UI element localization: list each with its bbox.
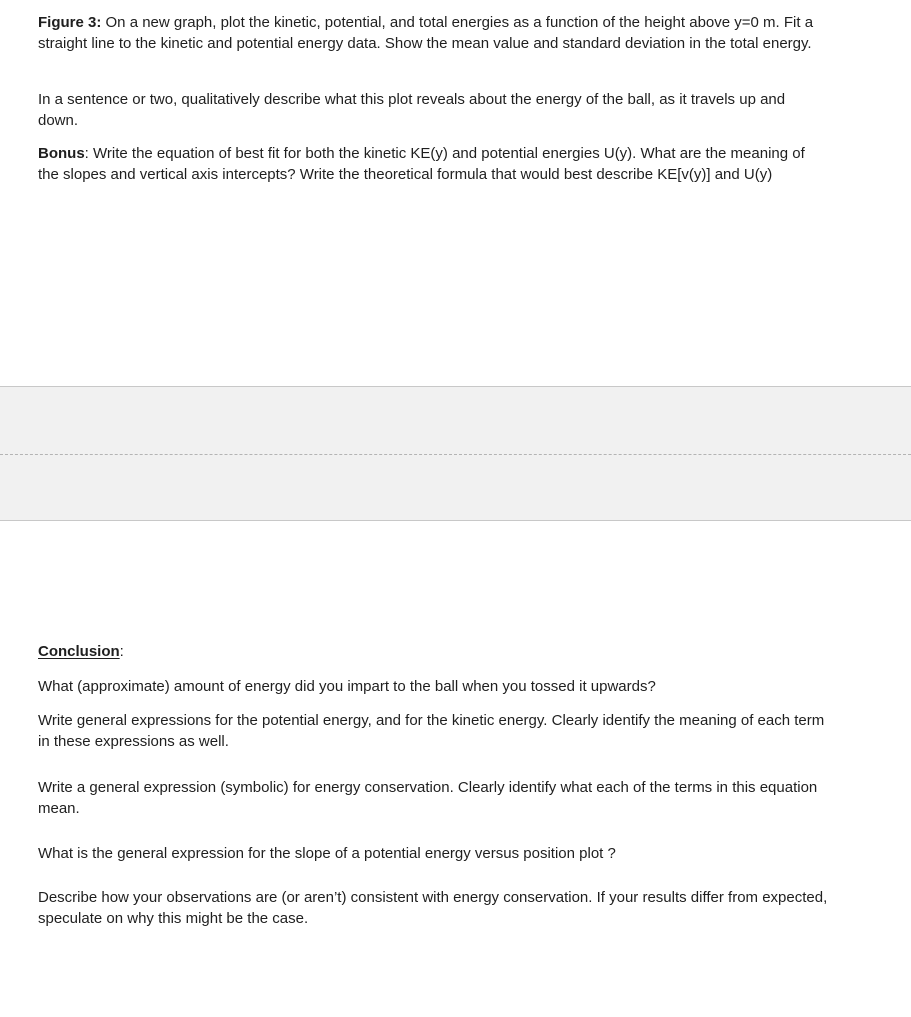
conclusion-question-5: Describe how your observations are (or aren’t) consistent with energy conservation. If your results differ from expected, speculate on why this might be the case. xyxy=(38,889,828,927)
page-break xyxy=(0,386,911,521)
bonus-question xyxy=(38,143,828,185)
figure-3-instructions xyxy=(38,12,828,54)
conclusion-heading-line xyxy=(38,641,828,662)
conclusion-colon: : xyxy=(119,643,124,660)
figure-3-text: On a new graph, plot the kinetic, potential, and total energies as a function of the height above y=0 m. Fit a straight line to the kinetic and potential energy data. Show the mean value and standard deviation in the total energy. xyxy=(38,14,814,52)
conclusion-heading: Conclusion xyxy=(38,643,120,660)
conclusion-question-3: Write a general expression (symbolic) for energy conservation. Clearly identify what each of the terms in this equation mean. xyxy=(38,779,818,817)
describe-plot-prompt: In a sentence or two, qualitatively describe what this plot reveals about the energy of the ball, as it travels up and down. xyxy=(38,91,786,129)
bonus-text: : Write the equation of best fit for both the kinetic KE(y) and potential energies U(y). What are the meaning of the slopes and vertical axis intercepts? Write the theoretical formula that would best describe KE[v(y)] and U(y) xyxy=(38,145,805,183)
conclusion-question-2: Write general expressions for the potential energy, and for the kinetic energy. Clearly identify the meaning of each term in these expressions as well. xyxy=(38,712,825,750)
bonus-label: Bonus xyxy=(38,145,85,162)
conclusion-question-4: What is the general expression for the slope of a potential energy versus position plot ? xyxy=(38,845,616,862)
page-break-divider xyxy=(0,454,911,455)
conclusion-question-1: What (approximate) amount of energy did you impart to the ball when you tossed it upwards? xyxy=(38,678,656,695)
figure-3-label: Figure 3: xyxy=(38,14,102,31)
